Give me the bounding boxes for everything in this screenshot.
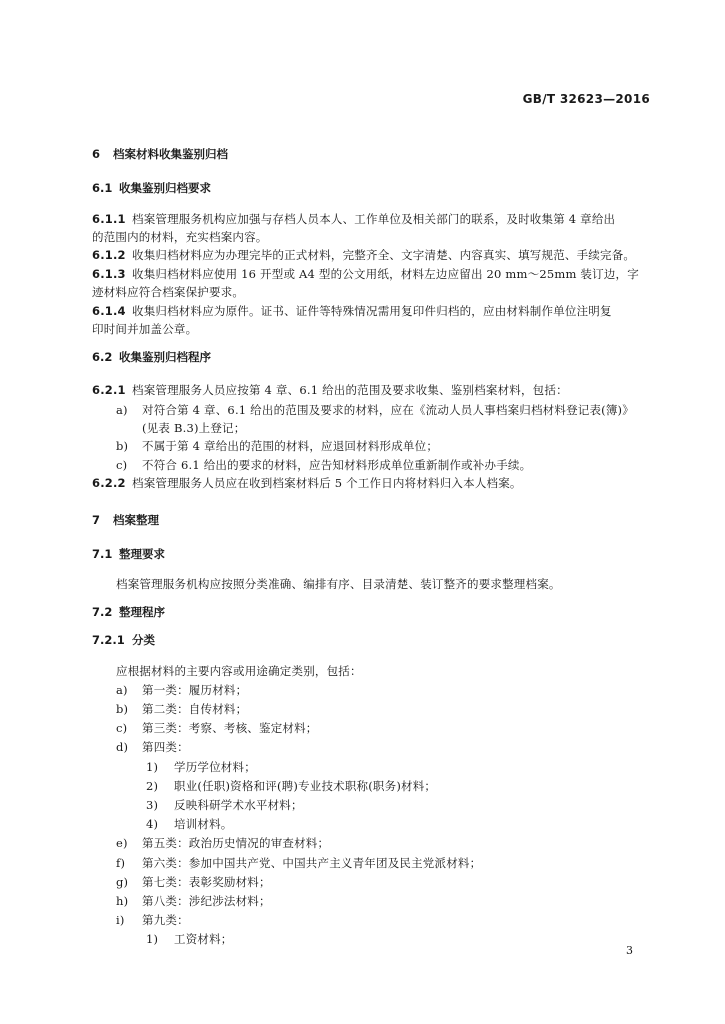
section-title: 档案材料收集鉴别归档 (113, 147, 228, 161)
list-text: 第六类：参加中国共产党、中国共产主义青年团及民主党派材料； (142, 856, 482, 870)
sublist-item (146, 817, 233, 831)
subsection-number: 6.1 (92, 181, 113, 195)
clause-text: 档案管理服务机构应加强与存档人员本人、工作单位及相关部门的联系，及时收集第 4 章给出 (132, 212, 616, 226)
subsection-title: 整理要求 (119, 547, 165, 561)
list-marker: e) (116, 836, 128, 850)
list-marker: h) (116, 894, 129, 908)
clause-continuation (92, 230, 268, 244)
sublist-text: 职业(任职)资格和评(聘)专业技术职称(职务)材料； (174, 779, 437, 793)
sublist-marker: 1) (146, 932, 159, 946)
clause-text: 档案管理服务人员应在收到档案材料后 5 个工作日内将材料归入本人档案。 (132, 476, 522, 490)
subsection-heading (92, 181, 211, 195)
clause-number: 6.1.1 (92, 212, 126, 226)
clause-number: 6.1.3 (92, 267, 126, 281)
clause-text: 迹材料应符合档案保护要求。 (92, 285, 245, 299)
list-item (116, 721, 318, 735)
sublist-text: 培训材料。 (174, 817, 233, 831)
list-text: 对符合第 4 章、6.1 给出的范围及要求的材料，应在《流动人员人事档案归档材料登记表(簿)》 (142, 403, 634, 417)
paragraph (116, 577, 561, 591)
sublist-marker: 3) (146, 798, 159, 812)
list-item (116, 458, 531, 472)
list-marker: i) (116, 913, 125, 927)
clause-paragraph (92, 267, 639, 281)
list-item (116, 875, 271, 889)
clause-number: 6.2.2 (92, 476, 126, 490)
clause-number: 6.1.2 (92, 248, 126, 262)
sublist-marker: 2) (146, 779, 159, 793)
subsection-number: 6.2 (92, 350, 113, 364)
clause-text: 印时间并加盖公章。 (92, 322, 198, 336)
list-item (116, 702, 247, 716)
list-item (116, 403, 634, 417)
list-item (116, 836, 329, 850)
list-text: 第二类：自传材料； (142, 702, 248, 716)
clause-paragraph (92, 248, 635, 262)
section-heading (92, 147, 228, 161)
subsection-heading (92, 547, 165, 561)
subsection-number: 7.2 (92, 605, 113, 619)
clause-paragraph (92, 476, 522, 490)
sublist-item (146, 798, 303, 812)
clause-paragraph (92, 383, 568, 397)
list-item (116, 439, 438, 453)
list-item (116, 683, 247, 697)
sublist-item (146, 779, 436, 793)
sublist-text: 学历学位材料； (174, 760, 256, 774)
clause-continuation (92, 285, 244, 299)
subsubsection-title: 分类 (132, 633, 155, 647)
paragraph-text: 应根据材料的主要内容或用途确定类别，包括： (116, 664, 362, 678)
list-marker: a) (116, 683, 128, 697)
clause-text: 收集归档材料应为办理完毕的正式材料，完整齐全、文字清楚、内容真实、填写规范、手续完备。 (132, 248, 636, 262)
subsection-heading (92, 605, 165, 619)
clause-number: 6.1.4 (92, 304, 126, 318)
list-text: 第五类：政治历史情况的审查材料； (142, 836, 330, 850)
section-title: 档案整理 (113, 513, 159, 527)
list-marker: a) (116, 403, 128, 417)
subsection-title: 整理程序 (119, 605, 165, 619)
list-text: 第一类：履历材料； (142, 683, 248, 697)
subsection-title: 收集鉴别归档程序 (119, 350, 211, 364)
list-item (116, 856, 481, 870)
paragraph (116, 664, 362, 678)
list-marker: b) (116, 439, 129, 453)
section-number: 7 (92, 513, 101, 527)
sublist-item (146, 760, 256, 774)
clause-paragraph (92, 212, 615, 226)
list-item (116, 894, 271, 908)
list-text: 第四类： (142, 740, 189, 754)
list-text: (见表 B.3)上登记； (142, 421, 246, 435)
list-marker: b) (116, 702, 129, 716)
paragraph-text: 档案管理服务机构应按照分类准确、编排有序、目录清楚、装订整齐的要求整理档案。 (116, 577, 561, 591)
list-marker: d) (116, 740, 129, 754)
sublist-marker: 1) (146, 760, 159, 774)
sublist-text: 反映科研学术水平材料； (174, 798, 303, 812)
clause-paragraph (92, 304, 612, 318)
subsection-number: 7.1 (92, 547, 113, 561)
subsection-heading (92, 350, 211, 364)
list-item (116, 913, 189, 927)
list-text: 第七类：表彰奖励材料； (142, 875, 271, 889)
list-marker: c) (116, 721, 128, 735)
page-number: 3 (626, 944, 633, 957)
list-item (116, 740, 189, 754)
list-text: 第九类： (142, 913, 189, 927)
clause-text: 的范围内的材料，充实档案内容。 (92, 230, 268, 244)
clause-text: 收集归档材料应为原件。证书、证件等特殊情况需用复印件归档的，应由材料制作单位注明复 (132, 304, 612, 318)
clause-text: 档案管理服务人员应按第 4 章、6.1 给出的范围及要求收集、鉴别档案材料，包括： (132, 383, 568, 397)
subsubsection-number: 7.2.1 (92, 633, 125, 647)
subsection-title: 收集鉴别归档要求 (119, 181, 211, 195)
list-text: 不符合 6.1 给出的要求的材料，应告知材料形成单位重新制作或补办手续。 (142, 458, 532, 472)
list-text: 第三类：考察、考核、鉴定材料； (142, 721, 318, 735)
sublist-item (146, 932, 233, 946)
list-marker: g) (116, 875, 129, 889)
list-continuation (142, 421, 245, 435)
list-marker: c) (116, 458, 128, 472)
subsubsection-heading (92, 633, 155, 647)
section-heading (92, 513, 159, 527)
sublist-marker: 4) (146, 817, 159, 831)
standard-code: GB/T 32623—2016 (522, 92, 650, 106)
list-marker: f) (116, 856, 126, 870)
sublist-text: 工资材料； (174, 932, 233, 946)
clause-continuation (92, 322, 197, 336)
clause-text: 收集归档材料应使用 16 开型或 A4 型的公文用纸，材料左边应留出 20 mm～25mm 装订边，字 (132, 267, 639, 281)
clause-number: 6.2.1 (92, 383, 126, 397)
list-text: 第八类：涉纪涉法材料； (142, 894, 271, 908)
list-text: 不属于第 4 章给出的范围的材料，应退回材料形成单位； (142, 439, 439, 453)
section-number: 6 (92, 147, 101, 161)
